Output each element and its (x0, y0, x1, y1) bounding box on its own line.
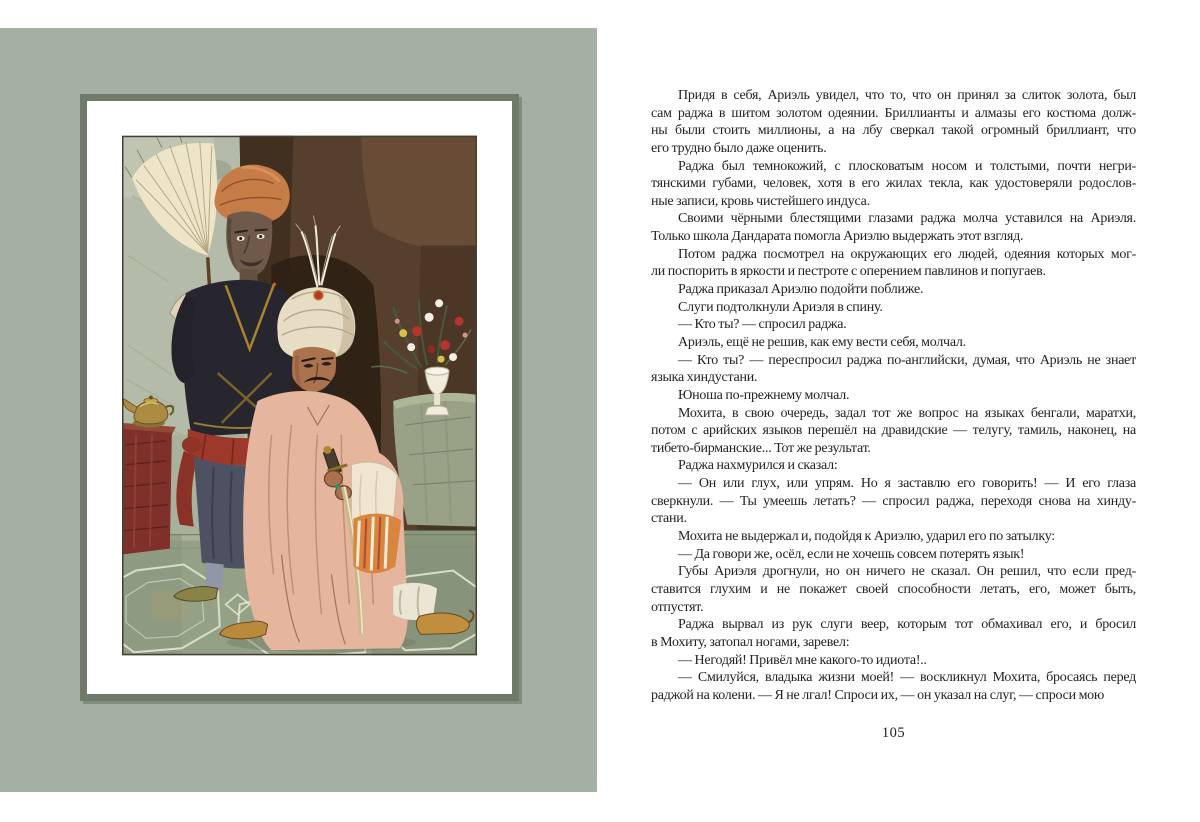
text-line: ли поспорить в яркости и пестроте с оперением павлинов и попугаев. (651, 264, 1046, 280)
text-line: языка хиндустани. (651, 370, 758, 386)
text-line: Ариэль, ещё не решив, как ему вести себя, молчал. (678, 334, 966, 350)
illustration-plate (80, 94, 519, 701)
text-line: ные записи, кровь чистейшего индуса. (651, 193, 870, 209)
text-line: Губы Ариэля дрогнули, но он ничего не сказал. Он решил, что если пред- (678, 564, 1136, 580)
text-line: сам раджа в шитом золотом одеянии. Бриллианты и алмазы его костюма долж- (651, 105, 1136, 121)
text-line: стани. (651, 511, 687, 527)
text-line: Потом раджа посмотрел на окружающих его людей, одеяния которых мог- (678, 246, 1136, 262)
text-line: потом с арийских языков перешёл на дравидские — телугу, тамиль, наконец, на (651, 423, 1136, 439)
illustration (122, 135, 477, 656)
text-line: — Кто ты? — переспросил раджа по-английски, думая, что Ариэль не знает (678, 352, 1136, 368)
text-line: Раджа приказал Ариэлю подойти поближе. (678, 282, 924, 298)
text-line: раджой на колени. — Я не лгал! Спроси их, — он указал на слуг, — спроси мою (651, 687, 1105, 703)
text-line: Мохита, в свою очередь, задал тот же вопрос на языках бенгали, маратхи, (678, 405, 1136, 421)
orange-striped-cloth (353, 514, 401, 574)
text-line: Придя в себя, Ариэль увидел, что то, что он принял за слиток золота, был (678, 88, 1136, 103)
left-page-background (0, 28, 597, 792)
text-line: Раджа был темнокожий, с плосковатым носом и толстыми, почти негри- (678, 158, 1136, 174)
text-line: — Кто ты? — спросил раджа. (678, 317, 847, 333)
text-line: в Мохиту, затопал ногами, заревел: (651, 634, 850, 650)
text-line: ны были стоить миллионы, а на лбу сверкал такой огромный бриллиант, что (651, 123, 1136, 139)
page-text (651, 87, 1136, 704)
text-line: сверкнули. — Ты умеешь летать? — спросил раджа, переходя снова на хинду- (651, 493, 1136, 509)
text-line: — Он или глух, или упрям. Но я заставлю его говорить! — И его глаза (678, 476, 1136, 492)
text-line: отпустят. (651, 599, 704, 615)
text-line: Мохита не выдержал и, подойдя к Ариэлю, ударил его по затылку: (678, 529, 1055, 545)
text-line: — Негодяй! Привёл мне какого-то идиота!.. (678, 652, 927, 668)
text-line: тянскими губами, человек, хотя в его жилах текла, как удостоверяли родослов- (651, 176, 1136, 192)
page-number: 105 (881, 725, 906, 741)
text-line: ставится глухим и не покажет своей способности летать, его, может быть, (651, 581, 1136, 597)
text-line: его трудно было даже оценить. (651, 140, 827, 156)
text-line: тибето-бирманские... Тот же результат. (651, 440, 871, 456)
text-line: Своими чёрными блестящими глазами раджа молча уставился на Ариэля. (678, 211, 1136, 227)
text-line: — Смилуйся, владыка жизни моей! — воскликнул Мохита, бросаясь перед (678, 670, 1136, 686)
text-line: — Да говори же, осёл, если не хочешь совсем потерять язык! (678, 546, 1025, 562)
text-line: Раджа нахмурился и сказал: (678, 458, 838, 474)
text-line: Только школа Дандарата помогла Ариэлю выдержать этот взгляд. (651, 229, 1024, 245)
turban-jewel (314, 291, 323, 300)
text-line: Юноша по-прежнему молчал. (678, 387, 850, 403)
text-line: Слуги подтолкнули Ариэля в спину. (678, 299, 883, 315)
text-line: Раджа вырвал из рук слуги веер, которым тот обмахивал его, и бросил (678, 617, 1136, 633)
